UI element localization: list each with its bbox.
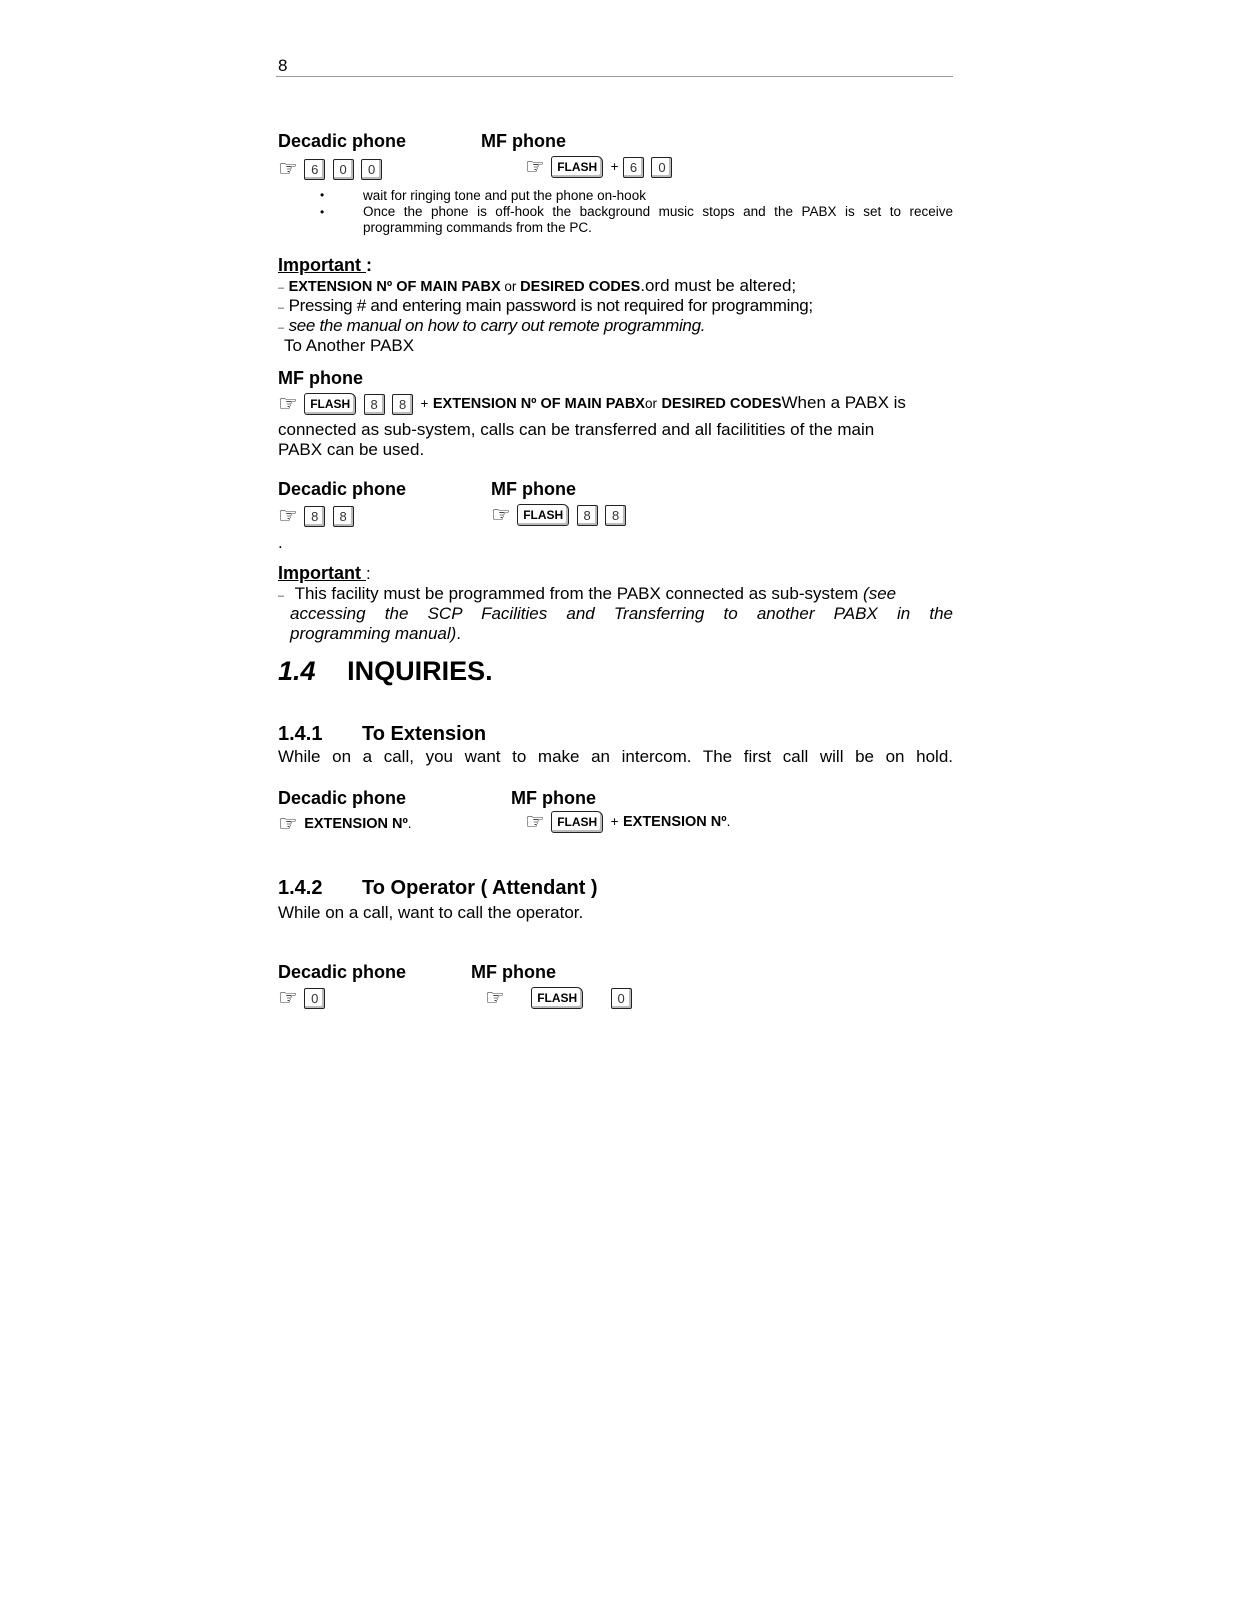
paragraph-line: connected as sub-system, calls can be transferred and all facilitities of the main — [278, 420, 875, 439]
decadic-phone-label: Decadic phone — [278, 131, 407, 151]
decadic-key-sequence — [278, 505, 357, 527]
key-0: 0 — [361, 159, 382, 180]
pointing-hand-icon: ☞ — [525, 809, 545, 834]
important-line: programming manual). — [290, 624, 462, 643]
decadic-sequence: ☞ EXTENSION Nº. — [278, 811, 412, 836]
subsection-heading: 1.4.2 To Operator ( Attendant ) — [278, 877, 598, 899]
mf-key-sequence — [491, 504, 629, 526]
bullet-dot: • — [320, 188, 325, 202]
page-number: 8 — [278, 56, 288, 75]
mf-key-sequence: ☞ FLASH 8 8 + EXTENSION Nº OF MAIN PABXor DESIRED CODESWhen a PABX is — [278, 391, 906, 416]
mf-sequence: ☞ FLASH + EXTENSION Nº. — [525, 809, 731, 834]
bullet-text: wait for ringing tone and put the phone on-hook — [363, 188, 646, 203]
decadic-phone-label: Decadic phone — [278, 788, 407, 808]
key-8: 8 — [392, 394, 413, 415]
pointing-hand-icon: ☞ — [278, 156, 298, 181]
header-rule — [276, 76, 953, 77]
key-8: 8 — [577, 505, 598, 526]
pointing-hand-icon: ☞ — [278, 391, 298, 416]
important-line: – Pressing # and entering main password is not required for programming; — [278, 296, 813, 315]
key-0: 0 — [333, 159, 354, 180]
important-line: – see the manual on how to carry out remote programming. — [278, 316, 706, 335]
section-heading: 1.4 INQUIRIES. — [278, 656, 493, 686]
pointing-hand-icon: ☞ — [278, 811, 298, 836]
key-0: 0 — [304, 988, 325, 1009]
key-0: 0 — [611, 988, 632, 1009]
pointing-hand-icon: ☞ — [278, 503, 298, 528]
important-line: To Another PABX — [284, 336, 415, 355]
subsection-heading: 1.4.1 To Extension — [278, 723, 487, 745]
decadic-key-sequence — [278, 158, 385, 180]
important-heading: Important : — [278, 563, 371, 583]
decadic-phone-label: Decadic phone — [278, 479, 407, 499]
important-heading: Important : — [278, 255, 372, 275]
bullet-text-cont: programming commands from the PC. — [363, 220, 592, 235]
mf-phone-label: MF phone — [278, 368, 363, 388]
pointing-hand-icon: ☞ — [278, 985, 298, 1010]
key-6: 6 — [623, 157, 644, 178]
paragraph: While on a call, want to call the operator. — [278, 903, 584, 922]
important-line: accessing the SCP Facilities and Transferring to another PABX in the — [290, 604, 953, 623]
key-8: 8 — [364, 394, 385, 415]
flash-key: FLASH — [551, 811, 603, 833]
paragraph-line: PABX can be used. — [278, 440, 425, 459]
pointing-hand-icon: ☞ — [525, 154, 545, 179]
flash-key: FLASH — [304, 393, 356, 415]
key-8: 8 — [304, 506, 325, 527]
mf-key-sequence — [485, 987, 635, 1009]
plus-sign: + — [610, 159, 619, 175]
key-8: 8 — [333, 506, 354, 527]
important-line: – EXTENSION Nº OF MAIN PABX or DESIRED CODES.ord must be altered; — [278, 276, 797, 295]
key-0: 0 — [651, 157, 672, 178]
mf-key-sequence — [525, 156, 675, 178]
mf-phone-label: MF phone — [481, 131, 566, 151]
flash-key: FLASH — [517, 504, 569, 526]
important-line: – This facility must be programmed from the PABX connected as sub-system (see — [278, 584, 897, 603]
mf-phone-label: MF phone — [511, 788, 596, 808]
key-6: 6 — [304, 159, 325, 180]
pointing-hand-icon: ☞ — [485, 985, 505, 1010]
paragraph: While on a call, you want to make an intercom. The first call will be on hold. — [278, 747, 953, 766]
key-8: 8 — [605, 505, 626, 526]
mf-phone-label: MF phone — [491, 479, 576, 499]
bullet-text: Once the phone is off-hook the background music stops and the PABX is set to receive — [363, 204, 953, 219]
flash-key: FLASH — [531, 987, 583, 1009]
decadic-phone-label: Decadic phone — [278, 962, 407, 982]
pointing-hand-icon: ☞ — [491, 502, 511, 527]
bullet-dot: • — [320, 205, 325, 219]
stray-dot: . — [278, 533, 283, 552]
mf-phone-label: MF phone — [471, 962, 556, 982]
decadic-key-sequence — [278, 987, 328, 1009]
flash-key: FLASH — [551, 156, 603, 178]
